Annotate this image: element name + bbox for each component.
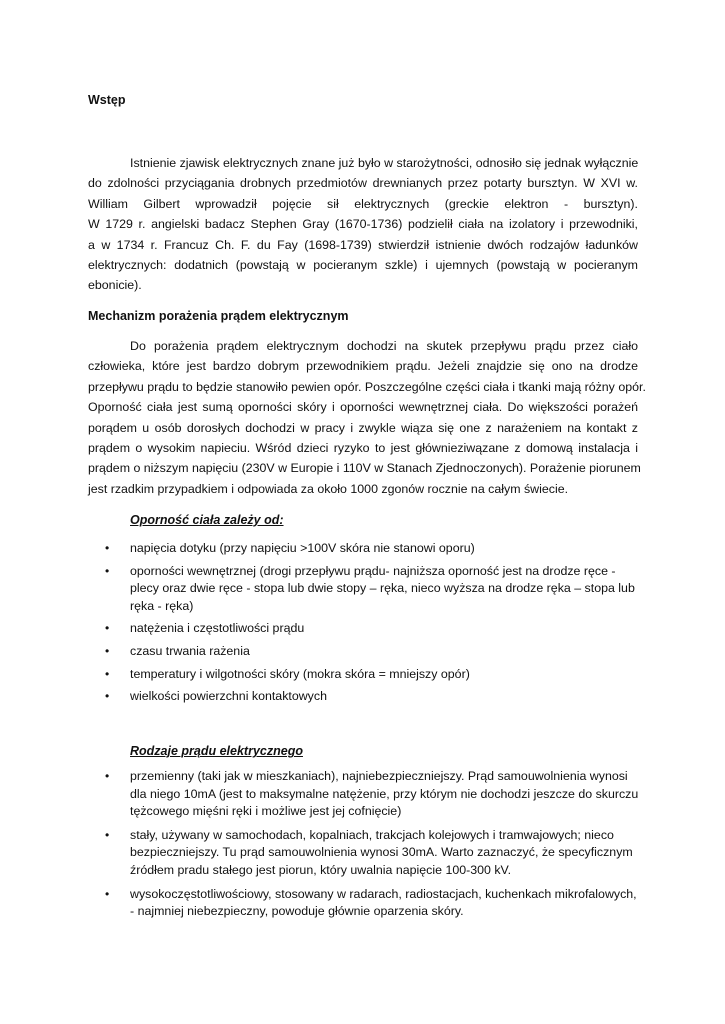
list-item-text: oporności wewnętrznej (drogi przepływu prądu- najniższa oporność jest na drodze ręce -	[130, 563, 616, 578]
list-item	[105, 540, 650, 558]
bullet-icon: •	[105, 827, 110, 842]
bullet-icon: •	[105, 769, 110, 783]
bullet-icon: •	[105, 643, 110, 658]
mechanism-line: przepływu prądu to będzie stanowiło pewien opór. Poszczególne części ciała i tkanki mają różny opór.	[88, 379, 646, 394]
bullet-icon: •	[105, 886, 110, 901]
mechanism-line: prądem o wysokim napieciu. Wśród dzieci ryzyko to jest głównieziwązane z domową instalacja i	[88, 441, 638, 456]
list-item-text: stały, używany w samochodach, kopalniach, trakcjach kolejowych i tramwajowych; nieco	[130, 827, 614, 842]
intro-line: a w 1734 r. Francuz Ch. F. du Fay (1698-1739) stwierdził istnienie dwóch rodzajów ładunków	[88, 237, 638, 252]
list-item	[105, 620, 650, 638]
intro-line: Istnienie zjawisk elektrycznych znane już było w starożytności, odnosiło się jednak wyłącznie	[130, 156, 639, 170]
resistance-list	[105, 540, 650, 706]
list-item	[105, 688, 650, 706]
mechanism-line: porądem u osób dorosłych dochodzi w pracy i zwykle wiąza się one z narażeniem na kontakt z	[88, 420, 638, 435]
list-item-text: natężenia i częstotliwości prądu	[130, 621, 305, 636]
heading-mechanism: Mechanizm porażenia prądem elektrycznym	[88, 309, 349, 323]
list-item-text: bezpieczniejszy. Tu prąd samouwolnienia wynosi 30mA. Warto zaznaczyć, że specyficznym	[130, 845, 633, 860]
mechanism-line: Do porażenia prądem elektrycznym dochodzi na skutek przepływu prądu przez ciało	[130, 339, 638, 353]
intro-line: ebonicie).	[88, 278, 142, 293]
list-item	[105, 563, 650, 616]
mechanism-paragraph	[88, 336, 646, 499]
list-item-text: wysokoczęstotliwościowy, stosowany w radarach, radiostacjach, kuchenkach mikrofalowych,	[130, 886, 637, 901]
intro-line: W 1729 r. angielski badacz Stephen Gray (1670-1736) podzielił ciała na izolatory i przewodniki,	[88, 217, 638, 232]
heading-intro: Wstęp	[88, 93, 126, 107]
current-types-subheading: Rodzaje prądu elektrycznego	[130, 744, 303, 758]
list-item-text: plecy oraz dwie ręce - stopa lub dwie stopy – ręka, nieco wyższa na drodze ręka – stopa lub	[130, 581, 635, 596]
intro-line: elektrycznych: dodatnich (powstają w pocieranym szkle) i ujemnych (powstają w pocieranym	[88, 258, 638, 273]
list-item-text: temperatury i wilgotności skóry (mokra skóra = mniejszy opór)	[130, 666, 470, 681]
mechanism-line: Oporność ciała jest sumą oporności skóry i oporności wewnętrznej ciała. Do większości porażeń	[88, 400, 638, 415]
list-item	[105, 666, 650, 684]
bullet-icon: •	[105, 666, 110, 681]
bullet-icon: •	[105, 541, 110, 555]
list-item-text: czasu trwania rażenia	[130, 643, 250, 658]
list-item-text: źródłem pradu stałego jest piorun, który uwalnia napięcie 100-300 kV.	[130, 862, 512, 877]
list-item-text: tężcowego mięśni ręki i możliwe jest jej cofnięcie)	[130, 804, 402, 819]
list-item-text: wielkości powierzchni kontaktowych	[130, 689, 327, 704]
resistance-subheading: Oporność ciała zależy od:	[130, 513, 284, 527]
list-item-text: - najmniej niebezpieczny, powoduje głównie oparzenia skóry.	[130, 904, 464, 919]
mechanism-line: prądem o niższym napięciu (230V w Europie i 110V w Stanach Zjednoczonych). Porażenie piorunem	[88, 461, 641, 476]
intro-line: William Gilbert wprowadził pojęcie sił elektrycznych (greckie elektron - bursztyn).	[88, 196, 638, 211]
list-item-text: ręka - ręka)	[130, 598, 194, 613]
list-item	[105, 827, 650, 880]
list-item	[105, 886, 650, 921]
intro-paragraph	[88, 153, 638, 296]
intro-line: do zdolności przyciągania drobnych przedmiotów drewnianych przez potarty bursztyn. W XVI w.	[88, 176, 638, 191]
current-types-list	[105, 768, 650, 921]
bullet-icon: •	[105, 621, 110, 636]
mechanism-line: człowieka, które jest bardzo dobrym przewodnikiem prądu. Jeżeli znajdzie się ono na drodze	[88, 359, 638, 374]
list-item-text: napięcia dotyku (przy napięciu >100V skóra nie stanowi oporu)	[130, 541, 475, 555]
bullet-icon: •	[105, 689, 110, 704]
bullet-icon: •	[105, 563, 110, 578]
list-item	[105, 768, 650, 821]
list-item-text: dla niego 10mA (jest to maksymalne natężenie, przy którym nie dochodzi jeszcze do skurczu	[130, 786, 639, 801]
list-item-text: przemienny (taki jak w mieszkaniach), najniebezpieczniejszy. Prąd samouwolnienia wynosi	[130, 769, 628, 783]
mechanism-line: jest rzadkim przypadkiem i odpowiada za około 1000 zgonów rocznie na całym świecie.	[88, 481, 569, 496]
list-item	[105, 643, 650, 661]
